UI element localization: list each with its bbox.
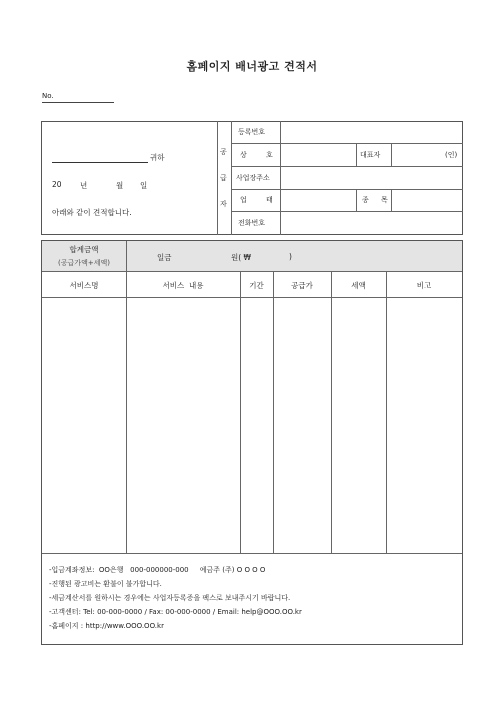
divider xyxy=(42,297,462,298)
supplier-label-char: 공 xyxy=(220,148,227,156)
document-number-field xyxy=(42,92,114,103)
column-header-service-name: 서비스명 xyxy=(69,281,99,290)
total-amount-label: 합계금액 xyxy=(69,245,99,254)
column-header-period: 기간 xyxy=(249,281,264,290)
divider xyxy=(231,143,463,144)
estimate-message: 아래와 같이 견적합니다. xyxy=(52,208,132,217)
divider xyxy=(42,271,462,272)
note-tax-invoice: -세금계산서를 원하시는 경우에는 사업자등록증을 팩스로 보내주시기 바랍니다. xyxy=(49,594,291,602)
divider xyxy=(126,241,127,271)
document-number-label: No. xyxy=(42,92,54,100)
supplier-label-char: 자 xyxy=(220,200,227,208)
divider xyxy=(273,271,274,553)
column-header-tax: 세액 xyxy=(351,281,366,290)
divider xyxy=(231,211,463,212)
note-customer-center: -고객센터: Tel: 00-000-0000 / Fax: 00-000-0000 / Email: help@OOO.OO.kr xyxy=(49,608,302,616)
business-item-label-1: 종 xyxy=(362,196,369,204)
phone-number-label: 전화번호 xyxy=(238,219,266,227)
date-day-label: 일 xyxy=(140,181,148,190)
divider xyxy=(42,553,462,554)
divider xyxy=(386,271,387,553)
divider xyxy=(240,271,241,553)
business-type-label-2: 태 xyxy=(266,196,273,204)
date-month-label: 월 xyxy=(116,181,124,190)
amount-prefix: 일금 xyxy=(157,253,172,262)
document-title: 홈페이지 배너광고 견적서 xyxy=(186,60,318,73)
business-address-label: 사업장주소 xyxy=(236,174,270,182)
divider xyxy=(391,143,392,166)
divider xyxy=(126,271,127,553)
divider xyxy=(356,189,357,211)
date-year-label: 년 xyxy=(80,181,88,190)
amount-close: ) xyxy=(289,252,292,261)
business-item-label-2: 목 xyxy=(381,196,388,204)
date-year: 20 xyxy=(52,180,62,189)
recipient-honorific: 귀하 xyxy=(150,153,165,162)
column-header-service-content: 서비스 내용 xyxy=(162,281,204,290)
column-header-remarks: 비고 xyxy=(416,281,432,290)
business-type-label-1: 업 xyxy=(240,196,247,204)
divider xyxy=(356,143,357,166)
divider xyxy=(231,189,463,190)
divider xyxy=(231,166,463,167)
recipient-name-line xyxy=(52,162,148,163)
registration-number-label: 등록번호 xyxy=(238,128,266,136)
company-name-label-1: 상 xyxy=(240,151,247,159)
divider xyxy=(331,271,332,553)
divider xyxy=(391,189,392,211)
divider xyxy=(280,121,281,235)
amount-currency: 원( ₩ xyxy=(231,253,251,262)
seal-mark: (인) xyxy=(445,151,458,159)
column-header-supply-price: 공급가 xyxy=(291,281,313,290)
supplier-label-char: 급 xyxy=(220,174,227,182)
total-amount-sublabel: (공급가액+세액) xyxy=(58,259,110,267)
note-homepage: -홈페이지 : http://www.OOO.OO.kr xyxy=(49,622,164,630)
divider xyxy=(217,121,218,235)
divider xyxy=(231,121,232,235)
representative-label: 대표자 xyxy=(360,151,381,159)
company-name-label-2: 호 xyxy=(266,151,273,159)
note-bank-account: -입금계좌정보: OO은행 000-000000-000 예금주 (주) O O O O xyxy=(49,566,266,574)
note-no-refund: -진행된 광고비는 환불이 불가합니다. xyxy=(49,580,162,588)
